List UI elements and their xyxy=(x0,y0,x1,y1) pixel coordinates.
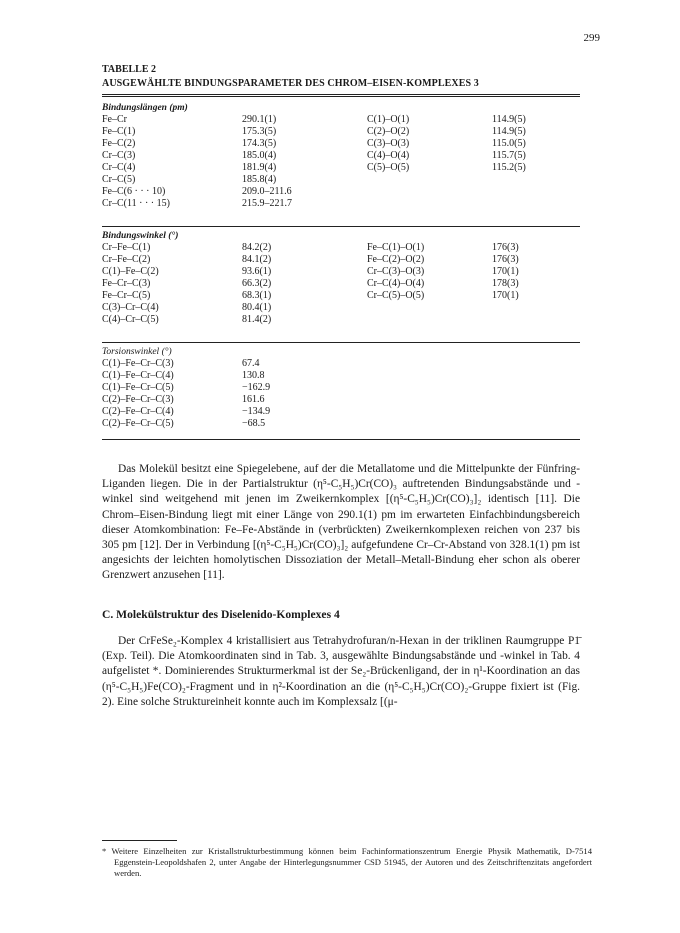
bond-label: C(2)–Fe–Cr–C(4) xyxy=(102,406,174,417)
table-row xyxy=(102,382,580,394)
bond-label: C(2)–Fe–Cr–C(3) xyxy=(102,394,174,405)
table-top-rule xyxy=(102,94,580,95)
table-section-heading: Bindungslängen (pm) xyxy=(102,103,188,113)
bond-value: 84.2(2) xyxy=(242,242,272,253)
bond-value: 67.4 xyxy=(242,358,260,369)
table-section-bond-angles xyxy=(102,230,580,326)
bond-label: C(1)–Fe–Cr–C(5) xyxy=(102,382,174,393)
bond-value: 161.6 xyxy=(242,394,265,405)
table-section-rule xyxy=(102,226,580,227)
bond-label-right: Cr–C(4)–O(4) xyxy=(367,278,425,289)
bond-label-right: C(5)–O(5) xyxy=(367,162,410,173)
bond-label: Cr–C(5) xyxy=(102,174,136,185)
bond-value: 66.3(2) xyxy=(242,278,272,289)
bond-label: C(1)–Fe–Cr–C(3) xyxy=(102,358,174,369)
bond-label: C(3)–Cr–C(4) xyxy=(102,302,159,313)
bond-value-right: 114.9(5) xyxy=(492,114,526,125)
bond-label-right: Fe–C(1)–O(1) xyxy=(367,242,425,253)
bond-label: C(1)–Fe–Cr–C(4) xyxy=(102,370,174,381)
bond-value-right: 114.9(5) xyxy=(492,126,526,137)
bond-label-right: C(1)–O(1) xyxy=(367,114,410,125)
bond-value: 68.3(1) xyxy=(242,290,272,301)
table-row xyxy=(102,370,580,382)
bond-value: 185.0(4) xyxy=(242,150,277,161)
table-row xyxy=(102,198,580,210)
table-row xyxy=(102,186,580,198)
table-section-heading: Torsionswinkel (°) xyxy=(102,347,172,357)
table-title: AUSGEWÄHLTE BINDUNGSPARAMETER DES CHROM–EISEN-KOMPLEXES 3 xyxy=(102,78,479,89)
table-row xyxy=(102,162,580,174)
table-row xyxy=(102,242,580,254)
table-section-bond-lengths xyxy=(102,102,580,210)
bond-label-right: C(4)–O(4) xyxy=(367,150,410,161)
bond-label: Cr–C(4) xyxy=(102,162,136,173)
bond-label-right: C(3)–O(3) xyxy=(367,138,410,149)
bond-value: 209.0–211.6 xyxy=(242,186,292,197)
body-paragraph-2: Der CrFeSe₂-Komplex 4 kristallisiert aus Tetrahydrofuran/n-Hexan in der triklinen Raumgruppe P1̄ (Exp. Teil). Die Atomkoordinaten sind in Tab. 3, ausgewählte Bindungsabstände und -winkel in Tab. 4 aufgelistet *. Dominierendes Strukturmerkmal ist der Se₂-Brückenligand, der in η¹-Koordination an das (η⁵-C₅H₅)Fe(CO)₂-Fragment und in η²-Koordination an die (η⁵-C₅H₅)Cr(CO)₂-Gruppe fixiert ist (Fig. 2). Eine solche Struktureinheit konnte auch im Komplexsalz [(μ- xyxy=(102,635,580,708)
table-section-torsion-angles xyxy=(102,346,580,430)
table-row xyxy=(102,358,580,370)
bond-value: 93.6(1) xyxy=(242,266,272,277)
bond-label: Fe–Cr–C(5) xyxy=(102,290,151,301)
table-row xyxy=(102,314,580,326)
bond-label: C(4)–Cr–C(5) xyxy=(102,314,159,325)
bond-label: Fe–C(2) xyxy=(102,138,136,149)
table-section-rule xyxy=(102,342,580,343)
table-row xyxy=(102,174,580,186)
table-row xyxy=(102,266,580,278)
table-row xyxy=(102,406,580,418)
table-row xyxy=(102,418,580,430)
bond-value: 181.9(4) xyxy=(242,162,277,173)
section-heading-c: C. Molekülstruktur des Diselenido-Komplexes 4 xyxy=(102,608,340,621)
table-row xyxy=(102,302,580,314)
table-section-heading: Bindungswinkel (°) xyxy=(102,231,179,241)
bond-value: 84.1(2) xyxy=(242,254,272,265)
bond-value: 185.8(4) xyxy=(242,174,277,185)
bond-value: −68.5 xyxy=(242,418,266,429)
footnote: * Weitere Einzelheiten zur Kristallstrukturbestimmung können beim Fachinformationszentrum Energie Physik Mathematik, D-7514 Eggenstein-Leopoldshafen 2, unter Angabe der Hinterlegungsnummer CSD 51945, der Autoren und des Zeitschriftenzitats angefordert werden. xyxy=(102,846,592,878)
page-number: 299 xyxy=(583,32,600,44)
table-row xyxy=(102,114,580,126)
table-row xyxy=(102,290,580,302)
bond-label: Cr–C(11 · · · 15) xyxy=(102,198,170,209)
table-row xyxy=(102,254,580,266)
table-row xyxy=(102,138,580,150)
table-row xyxy=(102,394,580,406)
table-row xyxy=(102,150,580,162)
bond-value: 174.3(5) xyxy=(242,138,277,149)
bond-label: C(1)–Fe–C(2) xyxy=(102,266,159,277)
table-top-rule-2 xyxy=(102,96,580,97)
bond-label: Fe–C(1) xyxy=(102,126,136,137)
bond-value-right: 115.0(5) xyxy=(492,138,526,149)
bond-label-right: Cr–C(3)–O(3) xyxy=(367,266,425,277)
bond-label: Cr–Fe–C(1) xyxy=(102,242,151,253)
bond-value-right: 115.7(5) xyxy=(492,150,526,161)
bond-label-right: Fe–C(2)–O(2) xyxy=(367,254,425,265)
bond-value-right: 115.2(5) xyxy=(492,162,526,173)
bond-value-right: 176(3) xyxy=(492,242,519,253)
bond-value-right: 176(3) xyxy=(492,254,519,265)
bond-value: −134.9 xyxy=(242,406,271,417)
bond-value: 80.4(1) xyxy=(242,302,272,313)
bond-value: 290.1(1) xyxy=(242,114,277,125)
bond-label: Cr–C(3) xyxy=(102,150,136,161)
bond-label-right: Cr–C(5)–O(5) xyxy=(367,290,425,301)
table-row xyxy=(102,126,580,138)
body-paragraph-1: Das Molekül besitzt eine Spiegelebene, auf der die Metallatome und die Mittelpunkte der Fünfring-Liganden liegen. Die in der Partialstruktur (η⁵-C₅H₅)Cr(CO)₃ auftretenden Bindungsabstände und -winkel sind weitgehend mit jenen im Zweikernkomplex [(η⁵-C₅H₅)Cr(CO)₃]₂ identisch [11]. Die Chrom–Eisen-Bindung liegt mit einer Länge von 290.1(1) pm im erwarteten Einfachbindungsbereich dieser Atomkombination: Fe–Fe-Abstände in (verbrückten) Zweikernkomplexen reichen von 237 bis 305 pm [12]. Der in Verbindung [(η⁵-C₅H₅)Cr(CO)₃]₂ aufgefundene Cr–Cr-Abstand von 328.1(1) pm ist angesichts der leichten homolytischen Dissoziation der Metall–Metall-Bindung eher schon als oberer Grenzwert anzusehen [11]. xyxy=(102,463,580,582)
bond-label: Cr–Fe–C(2) xyxy=(102,254,151,265)
bond-value: 81.4(2) xyxy=(242,314,272,325)
bond-value: 215.9–221.7 xyxy=(242,198,292,209)
table-label: TABELLE 2 xyxy=(102,64,156,75)
bond-label: Fe–Cr–C(3) xyxy=(102,278,151,289)
bond-value: 175.3(5) xyxy=(242,126,277,137)
bond-value: 130.8 xyxy=(242,370,265,381)
bond-label: Fe–Cr xyxy=(102,114,127,125)
footnote-rule xyxy=(102,840,177,841)
bond-value-right: 170(1) xyxy=(492,266,519,277)
bond-label: C(2)–Fe–Cr–C(5) xyxy=(102,418,174,429)
bond-label: Fe–C(6 · · · 10) xyxy=(102,186,166,197)
bond-value-right: 170(1) xyxy=(492,290,519,301)
table-bottom-rule xyxy=(102,439,580,440)
bond-label-right: C(2)–O(2) xyxy=(367,126,410,137)
bond-value-right: 178(3) xyxy=(492,278,519,289)
table-row xyxy=(102,278,580,290)
bond-value: −162.9 xyxy=(242,382,271,393)
